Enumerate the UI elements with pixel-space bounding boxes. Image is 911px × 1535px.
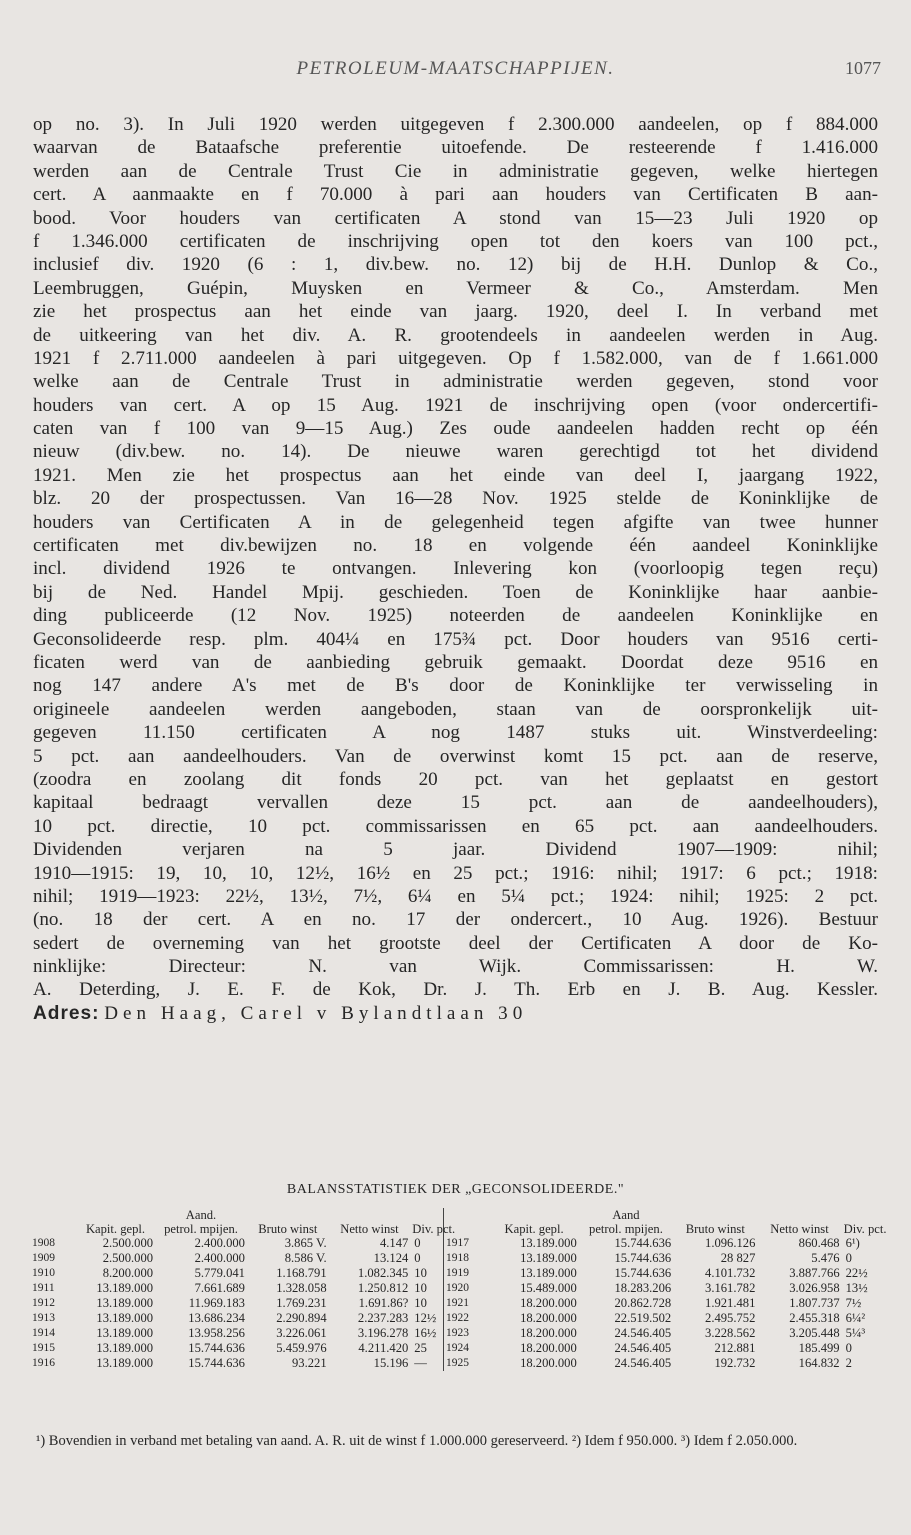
table-cell: 1.082.345 [357, 1266, 409, 1280]
table-cell: 1.096.126 [705, 1236, 756, 1250]
table-row [30, 1311, 880, 1326]
text-line: waarvan de Bataafsche preferentie uitoefende. De resteerende f 1.416.000 [33, 137, 878, 159]
table-cell: 4.147 [379, 1236, 409, 1250]
table-cell: 192.732 [714, 1356, 756, 1370]
year-cell: 1908 [32, 1237, 55, 1249]
table-cell: 3.026.958 [789, 1281, 840, 1295]
year-cell: 1925 [443, 1356, 489, 1371]
table-cell: 2.400.000 [194, 1236, 245, 1250]
table-cell: 860.468 [798, 1236, 840, 1250]
text-line: op no. 3). In Juli 1920 werden uitgegeven f 2.300.000 aandeelen, op f 884.000 [33, 114, 878, 135]
header-cell: Kapit. gepl. [85, 1222, 146, 1236]
table-cell: 1.250.812 [357, 1281, 409, 1295]
text-line: inclusief div. 1920 (6 : 1, div.bew. no. 12) bij de H.H. Dunlop & Co., [33, 254, 878, 276]
text-line: houders van cert. A op 15 Aug. 1921 de inschrijving open (voor ondercertifi- [33, 394, 878, 416]
text-line: zie het prospectus aan het einde van jaarg. 1920, deel I. In verband met [33, 301, 878, 323]
table-cell: 10 [414, 1266, 427, 1280]
text-line: 1921 f 2.711.000 aandeelen à pari uitgegeven. Op f 1.582.000, van de f 1.661.000 [33, 347, 878, 369]
table-cell: 16½ [414, 1326, 437, 1340]
table-cell: 212.881 [714, 1341, 756, 1355]
table-cell: 15.744.636 [188, 1341, 245, 1355]
table-cell: 13.958.256 [188, 1326, 245, 1340]
table-cell: 13.189.000 [520, 1266, 577, 1280]
table-cell: 185.499 [798, 1341, 840, 1355]
text-line: de uitkeering van het div. A. R. grootendeels in aandeelen werden in Aug. [33, 324, 878, 346]
text-line: origineele aandeelen werden aangeboden, staan van de oorspronkelijk uit- [33, 698, 878, 720]
table-cell: 2.500.000 [102, 1251, 154, 1265]
table-cell: 18.283.206 [614, 1281, 672, 1295]
table-cell: 0 [845, 1341, 852, 1355]
header-cell: petrol. mpijen. [164, 1222, 238, 1236]
header-cell: Div. pct. [843, 1222, 887, 1236]
year-cell: 1920 [443, 1281, 489, 1296]
table-cell: 22½ [845, 1266, 868, 1280]
table-cell: 3.196.278 [357, 1326, 409, 1340]
text-line: bood. Voor houders van certificaten A stond van 15—23 Juli 1920 op [33, 207, 878, 229]
table-cell: 13.124 [373, 1251, 409, 1265]
text-line: Dividenden verjaren na 5 jaar. Dividend 1907—1909: nihil; [33, 839, 878, 861]
table-cell: 5.459.976 [276, 1341, 327, 1355]
year-cell: 1922 [443, 1311, 489, 1326]
year-cell: 1909 [32, 1252, 55, 1264]
text-line: 5 pct. aan aandeelhouders. Van de overwinst komt 15 pct. aan de reserve, [33, 745, 878, 767]
text-line: 1910—1915: 19, 10, 10, 12½, 16½ en 25 pct.; 1916: nihil; 1917: 6 pct.; 1918: [33, 862, 878, 884]
table-cell: 0 [845, 1251, 852, 1265]
text-line: blz. 20 der prospectussen. Van 16—28 Nov. 1925 stelde de Koninklijke de [33, 488, 878, 510]
table-cell: 1.168.791 [276, 1266, 327, 1280]
table-cell: 13.189.000 [520, 1236, 577, 1250]
header-cell: Div. pct. [412, 1222, 456, 1236]
text-line: (no. 18 der cert. A en no. 17 der ondercert., 10 Aug. 1926). Bestuur [33, 909, 878, 931]
table-cell: 13.189.000 [96, 1296, 154, 1310]
footnote: ¹) Bovendien in verband met betaling van aand. A. R. uit de winst f 1.000.000 gereserveerd. ²) Idem f 950.000. ³) Idem f 2.050.000. [36, 1433, 798, 1449]
text-line: houders van Certificaten A in de gelegenheid tegen afgifte van twee hunner [33, 511, 878, 533]
text-line: Leembruggen, Guépin, Muysken en Vermeer & Co., Amsterdam. Men [33, 277, 878, 299]
year-cell: 1921 [443, 1296, 489, 1311]
header-cell: Aand. [185, 1208, 217, 1222]
table-cell: 25 [414, 1341, 427, 1355]
table-cell: 7.661.689 [194, 1281, 245, 1295]
text-line: 1921. Men zie het prospectus aan het einde van deel I, jaargang 1922, [33, 464, 878, 486]
table-cell: 0 [414, 1251, 421, 1265]
table-header-top [30, 1208, 880, 1222]
year-cell: 1923 [443, 1326, 489, 1341]
year-cell: 1913 [32, 1312, 55, 1324]
table-cell: 8.586 V. [284, 1251, 327, 1265]
text-line: cert. A aanmaakte en f 70.000 à pari aan houders van Certificaten B aan- [33, 184, 878, 206]
table-cell: 5.779.041 [194, 1266, 245, 1280]
table-cell: — [414, 1356, 427, 1370]
year-cell: 1912 [32, 1297, 55, 1309]
text-line: werden aan de Centrale Trust Cie in administratie gegeven, welke hiertegen [33, 160, 878, 182]
table-header [30, 1222, 880, 1236]
table-cell: 15.744.636 [614, 1251, 672, 1265]
table-title: BALANSSTATISTIEK DER „GECONSOLIDEERDE." [286, 1182, 625, 1197]
year-cell: 1910 [32, 1267, 55, 1279]
table-cell: 2.237.283 [357, 1311, 409, 1325]
table-cell: 24.546.405 [614, 1326, 672, 1340]
table-cell: 3.865 V. [284, 1236, 327, 1250]
table-cell: 0 [414, 1236, 421, 1250]
header-cell: petrol. mpijen. [589, 1222, 663, 1236]
table-cell: 13.686.234 [188, 1311, 245, 1325]
adres-text: Den Haag, Carel v Bylandtlaan 30 [104, 1002, 528, 1024]
table-cell: 10 [414, 1281, 427, 1295]
table-row [30, 1296, 880, 1311]
table-cell: 18.200.000 [520, 1356, 577, 1370]
header-cell: Bruto winst [258, 1222, 318, 1236]
text-line: nieuw (div.bew. no. 14). De nieuwe waren gerechtigd tot het dividend [33, 441, 878, 463]
text-line: 10 pct. directie, 10 pct. commissarissen en 65 pct. aan aandeelhouders. [33, 815, 878, 837]
body-paragraph [33, 113, 878, 1025]
table-cell: 15.196 [373, 1356, 409, 1370]
table-cell: 20.862.728 [614, 1296, 672, 1310]
table-cell: 6¹) [845, 1236, 860, 1250]
table-cell: 12½ [414, 1311, 437, 1325]
year-cell: 1918 [443, 1251, 489, 1266]
table-cell: 8.200.000 [102, 1266, 154, 1280]
balance-statistics-table [30, 1208, 887, 1371]
running-title: PETROLEUM-MAATSCHAPPIJEN. [296, 58, 615, 79]
table-cell: 18.200.000 [520, 1341, 577, 1355]
text-line: gegeven 11.150 certificaten A nog 1487 stuks uit. Winstverdeeling: [33, 722, 878, 744]
table-cell: 1.921.481 [705, 1296, 756, 1310]
table-cell: 15.744.636 [188, 1356, 245, 1370]
table-cell: 93.221 [291, 1356, 327, 1370]
year-cell: 1924 [443, 1341, 489, 1356]
table-cell: 24.546.405 [614, 1341, 672, 1355]
year-cell: 1917 [443, 1236, 489, 1251]
table-cell: 15.744.636 [614, 1236, 672, 1250]
table-cell: 164.832 [798, 1356, 840, 1370]
text-line: nihil; 1919—1923: 22½, 13½, 7½, 6¼ en 5¼ pct.; 1924: nihil; 1925: 2 pct. [33, 885, 878, 907]
adres-line [33, 1002, 878, 1025]
table-cell: 15.489.000 [520, 1281, 577, 1295]
table-cell: 6¼² [845, 1311, 866, 1325]
table-cell: 1.691.86? [358, 1296, 409, 1310]
table-cell: 13.189.000 [96, 1341, 154, 1355]
text-line: certificaten met div.bewijzen no. 18 en volgende één aandeel Koninklijke [33, 535, 878, 557]
text-line: welke aan de Centrale Trust in administratie werden gegeven, stond voor [33, 371, 878, 393]
page-header [0, 58, 911, 88]
table-cell: 4.211.420 [358, 1341, 409, 1355]
table-cell: 2.495.752 [705, 1311, 756, 1325]
text-line: ding publiceerde (12 Nov. 1925) noteerden de aandeelen Koninklijke en [33, 605, 878, 627]
text-line: f 1.346.000 certificaten de inschrijving open tot den koers van 100 pct., [33, 230, 878, 252]
table-cell: 10 [414, 1296, 427, 1310]
table-cell: 3.205.448 [789, 1326, 840, 1340]
table-cell: 3.226.061 [276, 1326, 327, 1340]
year-cell: 1919 [443, 1266, 489, 1281]
footnotes [36, 1433, 876, 1450]
table-cell: 2.500.000 [102, 1236, 154, 1250]
text-line: incl. dividend 1926 te ontvangen. Inlevering kon (voorloopig tegen reçu) [33, 558, 878, 580]
table-row [30, 1356, 880, 1371]
text-line: (zoodra en zoolang dit fonds 20 pct. van het geplaatst en gestort [33, 768, 878, 790]
table-row [30, 1341, 880, 1356]
year-cell: 1915 [32, 1342, 55, 1354]
table-cell: 1.807.737 [789, 1296, 840, 1310]
table-cell: 13.189.000 [520, 1251, 577, 1265]
table-cell: 5.476 [811, 1251, 840, 1265]
header-cell: Aand [612, 1208, 640, 1222]
table-row [30, 1326, 880, 1341]
text-line: ninklijke: Directeur: N. van Wijk. Commissarissen: H. W. [33, 956, 878, 978]
text-line: sedert de overneming van het grootste deel der Certificaten A door de Ko- [33, 932, 878, 954]
table-cell: 18.200.000 [520, 1296, 577, 1310]
table-cell: 13.189.000 [96, 1311, 154, 1325]
table-cell: 13½ [845, 1281, 868, 1295]
table-cell: 18.200.000 [520, 1311, 577, 1325]
table-row [30, 1266, 880, 1281]
table-cell: 2.290.894 [276, 1311, 327, 1325]
year-cell: 1911 [32, 1282, 55, 1294]
table-cell: 22.519.502 [614, 1311, 672, 1325]
table-cell: 2.455.318 [789, 1311, 840, 1325]
text-line: kapitaal bedraagt vervallen deze 15 pct. aan de aandeelhouders), [33, 792, 878, 814]
table-cell: 28 827 [720, 1251, 756, 1265]
text-line: ficaten werd van de aanbieding gebruik gemaakt. Doordat deze 9516 en [33, 651, 878, 673]
year-cell: 1914 [32, 1327, 55, 1339]
table-cell: 4.101.732 [705, 1266, 756, 1280]
table-cell: 1.328.058 [276, 1281, 327, 1295]
table-cell: 13.189.000 [96, 1326, 154, 1340]
table-cell: 3.228.562 [705, 1326, 756, 1340]
header-cell: Bruto winst [685, 1222, 745, 1236]
header-cell: Kapit. gepl. [504, 1222, 564, 1236]
table-cell: 1.769.231 [276, 1296, 327, 1310]
table-cell: 18.200.000 [520, 1326, 577, 1340]
text-line: A. Deterding, J. E. F. de Kok, Dr. J. Th. Erb en J. B. Aug. Kessler. [33, 979, 878, 1001]
adres-label: Adres: [33, 1002, 100, 1024]
page-number: 1077 [845, 58, 881, 78]
text-line: nog 147 andere A's met de B's door de Koninklijke ter verwisseling in [33, 675, 878, 697]
table-cell: 3.161.782 [705, 1281, 756, 1295]
year-cell: 1916 [32, 1357, 55, 1369]
table-row [30, 1251, 880, 1266]
table-row [30, 1281, 880, 1296]
table-cell: 2.400.000 [194, 1251, 245, 1265]
text-line: bij de Ned. Handel Mpij. geschieden. Toen de Koninklijke haar aanbie- [33, 581, 878, 603]
table-cell: 13.189.000 [96, 1281, 154, 1295]
table-cell: 5¼³ [845, 1326, 866, 1340]
table-cell: 24.546.405 [614, 1356, 672, 1370]
table-cell: 15.744.636 [614, 1266, 672, 1280]
table-cell: 2 [845, 1356, 852, 1370]
table-cell: 3.887.766 [789, 1266, 840, 1280]
table-cell: 13.189.000 [96, 1356, 154, 1370]
table-cell: 7½ [845, 1296, 862, 1310]
text-line: caten van f 100 van 9—15 Aug.) Zes oude aandeelen hadden recht op één [33, 418, 878, 440]
table-cell: 11.969.183 [188, 1296, 245, 1310]
header-cell: Netto winst [770, 1222, 829, 1236]
table-row [30, 1236, 880, 1251]
header-cell: Netto winst [340, 1222, 399, 1236]
text-line: Geconsolideerde resp. plm. 404¼ en 175¾ pct. Door houders van 9516 certi- [33, 628, 878, 650]
